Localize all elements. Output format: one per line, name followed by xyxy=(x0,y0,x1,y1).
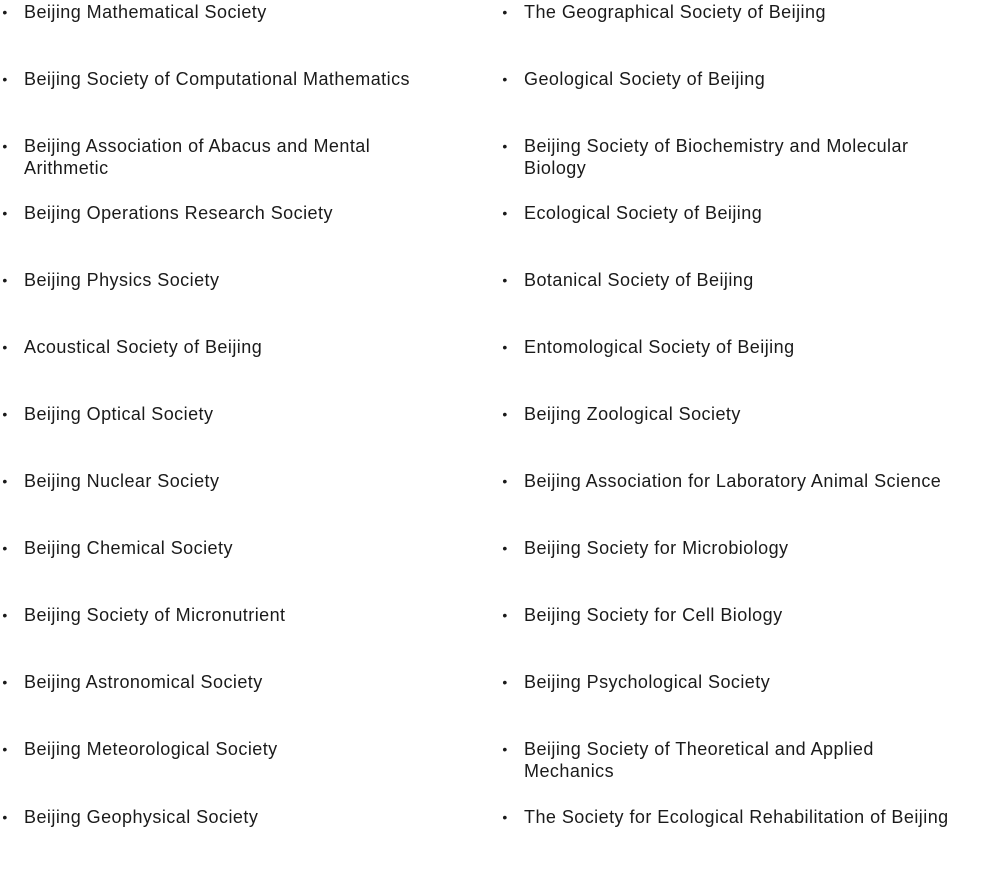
list-item xyxy=(500,269,1000,291)
list-item xyxy=(500,403,1000,425)
bullet: • xyxy=(2,540,8,556)
list-item xyxy=(0,135,430,179)
list-item xyxy=(0,68,470,90)
list-item-text: Beijing Zoological Society xyxy=(524,404,741,424)
bullet: • xyxy=(2,138,8,154)
list-item xyxy=(500,68,1000,90)
list-item xyxy=(0,604,470,626)
bullet: • xyxy=(502,339,508,355)
list-item-text: Botanical Society of Beijing xyxy=(524,270,754,290)
list-item-text: Geological Society of Beijing xyxy=(524,69,766,89)
bullet: • xyxy=(2,205,8,221)
bullet: • xyxy=(502,741,508,757)
list-item xyxy=(500,135,940,179)
list-item xyxy=(0,202,470,224)
list-item xyxy=(500,1,1000,23)
list-item-text: Beijing Society of Theoretical and Applied Mechanics xyxy=(524,739,874,781)
bullet: • xyxy=(2,339,8,355)
list-item-text: Beijing Nuclear Society xyxy=(24,471,220,491)
bullet: • xyxy=(2,406,8,422)
list-item-text: Beijing Society of Computational Mathematics xyxy=(24,69,410,89)
bullet: • xyxy=(2,809,8,825)
bullet: • xyxy=(502,4,508,20)
bullet: • xyxy=(502,205,508,221)
list-item xyxy=(0,336,470,358)
list-item-text: Beijing Psychological Society xyxy=(524,672,771,692)
list-item-text: Beijing Association for Laboratory Animal Science xyxy=(524,471,942,491)
list-item-text: Beijing Physics Society xyxy=(24,270,220,290)
bullet: • xyxy=(502,809,508,825)
list-item xyxy=(0,806,470,828)
bullet: • xyxy=(502,138,508,154)
list-item-text: Ecological Society of Beijing xyxy=(524,203,763,223)
bullet: • xyxy=(502,473,508,489)
list-item xyxy=(500,202,1000,224)
list-item-text: Beijing Society for Cell Biology xyxy=(524,605,783,625)
list-item-text: Entomological Society of Beijing xyxy=(524,337,795,357)
list-item xyxy=(500,336,1000,358)
list-item-text: Beijing Society for Microbiology xyxy=(524,538,789,558)
bullet: • xyxy=(502,540,508,556)
bullet: • xyxy=(2,4,8,20)
bullet: • xyxy=(2,272,8,288)
bullet: • xyxy=(502,607,508,623)
list-item xyxy=(0,1,470,23)
list-item xyxy=(0,470,470,492)
bullet: • xyxy=(2,71,8,87)
bullet: • xyxy=(2,741,8,757)
bullet: • xyxy=(2,674,8,690)
list-item xyxy=(0,403,470,425)
list-item-text: Beijing Meteorological Society xyxy=(24,739,278,759)
list-item-text: The Society for Ecological Rehabilitation of Beijing xyxy=(524,807,949,827)
bullet: • xyxy=(502,674,508,690)
bullet: • xyxy=(2,607,8,623)
bullet: • xyxy=(502,406,508,422)
list-item xyxy=(500,806,1000,828)
list-item-text: Beijing Astronomical Society xyxy=(24,672,263,692)
list-item xyxy=(0,269,470,291)
list-item-text: Beijing Society of Biochemistry and Molecular Biology xyxy=(524,136,909,178)
list-item-text: Beijing Mathematical Society xyxy=(24,2,267,22)
bullet: • xyxy=(2,473,8,489)
list-item-text: Beijing Optical Society xyxy=(24,404,214,424)
list-item xyxy=(500,671,1000,693)
list-item xyxy=(500,537,1000,559)
list-item-text: The Geographical Society of Beijing xyxy=(524,2,826,22)
list-item xyxy=(500,738,920,782)
list-item xyxy=(500,470,1000,492)
list-item xyxy=(0,537,470,559)
list-item-text: Beijing Association of Abacus and Mental Arithmetic xyxy=(24,136,371,178)
list-item-text: Beijing Operations Research Society xyxy=(24,203,333,223)
bullet: • xyxy=(502,272,508,288)
list-item xyxy=(500,604,1000,626)
list-item-text: Beijing Society of Micronutrient xyxy=(24,605,286,625)
list-item xyxy=(0,671,470,693)
list-item-text: Beijing Geophysical Society xyxy=(24,807,259,827)
bullet: • xyxy=(502,71,508,87)
list-item-text: Beijing Chemical Society xyxy=(24,538,233,558)
list-item-text: Acoustical Society of Beijing xyxy=(24,337,263,357)
list-item xyxy=(0,738,470,760)
